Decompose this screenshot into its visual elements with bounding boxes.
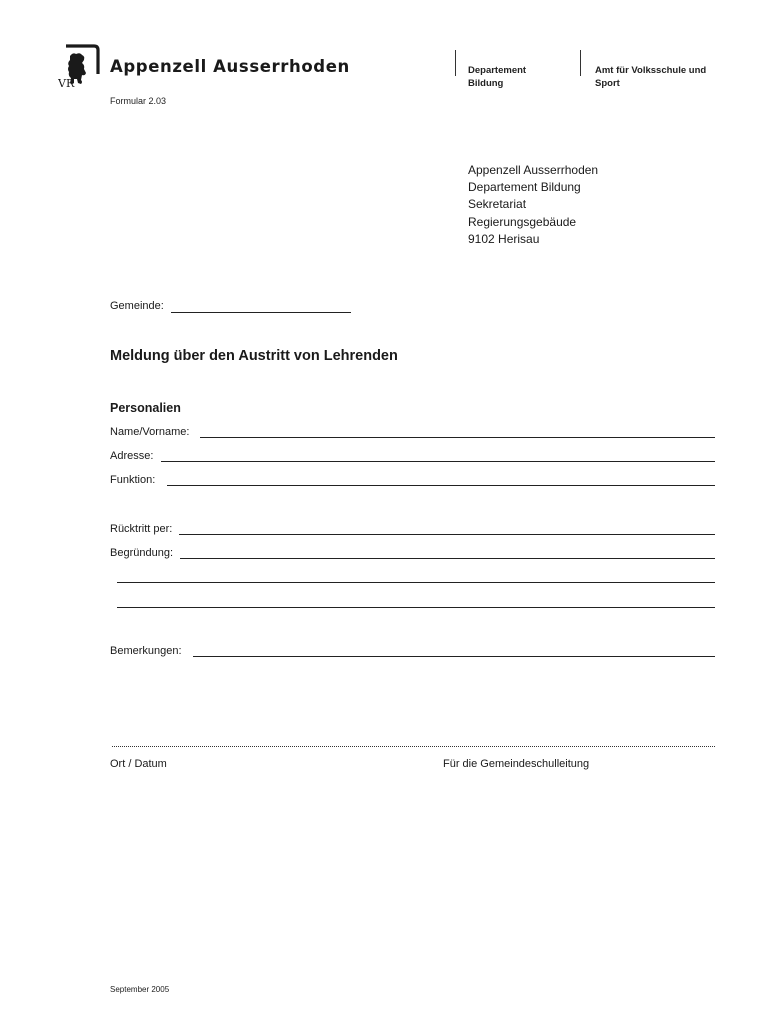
- ort-datum-label: Ort / Datum: [110, 758, 167, 770]
- department-label: [468, 64, 526, 90]
- section-personalien: Personalien: [110, 401, 181, 415]
- ruecktritt-field[interactable]: [179, 534, 715, 535]
- coat-of-arms-logo: [58, 44, 100, 100]
- recipient-address: [468, 162, 598, 248]
- schulleitung-label: Für die Gemeindeschulleitung: [443, 758, 590, 770]
- adresse-field[interactable]: [161, 461, 715, 462]
- bemerkungen-field[interactable]: [193, 656, 715, 657]
- adresse-label: Adresse:: [110, 450, 154, 462]
- address-line: Regierungsgebäude: [468, 214, 577, 229]
- gemeinde-label: Gemeinde:: [110, 300, 164, 312]
- department-line: Bildung: [468, 78, 504, 89]
- footer-date: September 2005: [110, 985, 170, 994]
- form-number: Formular 2.03: [110, 96, 167, 106]
- office-label: [595, 64, 706, 90]
- logo-letters: VR: [58, 77, 75, 90]
- name-label: Name/Vorname:: [110, 426, 190, 438]
- name-field[interactable]: [200, 437, 715, 438]
- brand-name: Appenzell Ausserrhoden: [110, 57, 350, 76]
- begruendung-field-line3[interactable]: [117, 607, 715, 608]
- office-line: Sport: [595, 78, 620, 89]
- funktion-field[interactable]: [167, 485, 715, 486]
- gemeinde-field[interactable]: [171, 312, 351, 313]
- bemerkungen-label: Bemerkungen:: [110, 645, 182, 657]
- begruendung-field-line2[interactable]: [117, 582, 715, 583]
- begruendung-field[interactable]: [180, 558, 715, 559]
- ruecktritt-label: Rücktritt per:: [110, 523, 173, 535]
- office-line: Amt für Volksschule und: [595, 65, 707, 76]
- address-line: Departement Bildung: [468, 180, 581, 195]
- address-line: Appenzell Ausserrhoden: [468, 163, 599, 177]
- funktion-label: Funktion:: [110, 474, 156, 486]
- begruendung-label: Begründung:: [110, 547, 173, 559]
- address-line: Sekretariat: [468, 197, 527, 212]
- department-line: Departement: [468, 65, 527, 76]
- form-title: Meldung über den Austritt von Lehrenden: [110, 348, 398, 364]
- header-divider: [580, 50, 581, 76]
- signature-dotted-line[interactable]: [112, 746, 715, 747]
- header-divider: [455, 50, 456, 76]
- address-line: 9102 Herisau: [468, 231, 540, 246]
